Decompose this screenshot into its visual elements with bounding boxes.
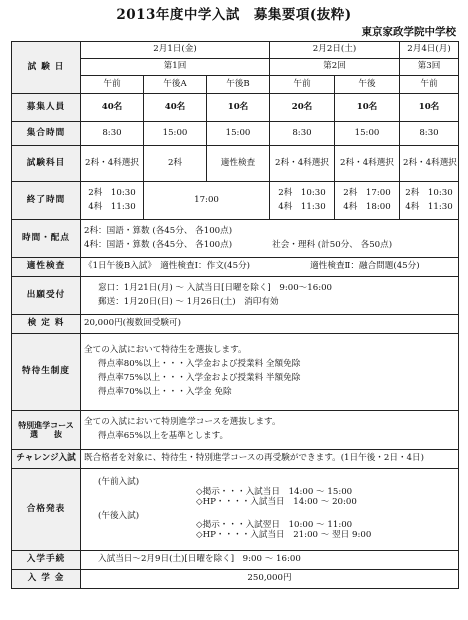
special-course-cell (81, 411, 459, 450)
end-time-text: 4科 18:00 (343, 201, 391, 212)
meeting-cell: 8:30 (81, 122, 144, 146)
special-course-label (12, 411, 81, 450)
date-cell: 2月4日(月) (400, 42, 459, 59)
aptitude-row (12, 258, 459, 277)
time-points-label: 時間・配点 (12, 220, 81, 258)
session-cell: 午前 (81, 76, 144, 94)
date-row (12, 42, 459, 59)
end-time-text: 4科 11:30 (88, 201, 136, 212)
application-counter: 窓口：1月21日(月) ～ 入試当日[日曜を除く] 9:00～16:00 (98, 282, 333, 293)
aptitude-label: 適性検査 (12, 258, 81, 277)
end-time-cell (335, 182, 400, 220)
announce-am-label: (午前入試) (98, 476, 140, 487)
announce-time: 14:00 ～ 20:00 (293, 496, 357, 507)
round-cell: 第3回 (400, 59, 459, 76)
capacity-label: 募集人員 (12, 94, 81, 122)
meeting-label: 集合時間 (12, 122, 81, 146)
time-points-4ka (84, 241, 455, 251)
time-points-cell (81, 220, 459, 258)
fee-label: 検 定 料 (12, 315, 81, 334)
school-name: 東京家政学院中学校 (361, 26, 456, 38)
scholarship-label: 特待生制度 (12, 334, 81, 411)
session-cell: 午後A (144, 76, 207, 94)
special-course-row (12, 411, 459, 450)
procedure-cell (81, 551, 459, 570)
announce-time: 14:00 ～ 15:00 (288, 486, 353, 497)
fee-cell: 20,000円(複数回受験可) (81, 315, 459, 334)
announce-where: ◇HP・・・・入試当日 (196, 496, 285, 507)
time-points-4ka-main: 4科：国語・算数 (各45分、 各100点) (84, 239, 233, 250)
announce-time: 10:00 ～ 11:00 (288, 520, 353, 531)
subjects-row (12, 146, 459, 182)
application-mail: 郵送：1月20日(日) ～ 1月26日(土) 消印有効 (98, 296, 279, 307)
end-time-text: 4科 11:30 (405, 201, 453, 212)
application-cell (81, 277, 459, 315)
subjects-cell: 2科・4科選択 (400, 146, 459, 182)
special-course-label-line2: 選 抜 (30, 429, 62, 439)
announce-time: 21:00 ～ 翌日 9:00 (293, 530, 372, 541)
end-time-cell (400, 182, 459, 220)
capacity-cell: 10名 (400, 94, 459, 122)
end-time-text: 2科 10:30 (278, 187, 326, 198)
scholarship-rule: 得点率80%以上・・・入学金および授業料 全額免除 (98, 359, 301, 370)
procedure-row (12, 551, 459, 570)
subjects-cell: 2科・4科選択 (270, 146, 335, 182)
subjects-cell: 適性検査 (207, 146, 270, 182)
time-points-4ka-extra: 社会・理科 (計50分、 各50点) (272, 239, 393, 250)
announce-pm-label: (午後入試) (98, 510, 140, 521)
round-cell: 第1回 (81, 59, 270, 76)
meeting-cell: 8:30 (400, 122, 459, 146)
announce-line (84, 531, 455, 541)
exam-day-label: 試 験 日 (12, 42, 81, 94)
end-time-label: 終了時間 (12, 182, 81, 220)
challenge-row (12, 450, 459, 469)
session-cell: 午後 (335, 76, 400, 94)
special-course-text: 全ての入試において特別進学コースを選抜します。 (84, 417, 281, 428)
subjects-cell: 2科 (144, 146, 207, 182)
application-row (12, 277, 459, 315)
announce-line (84, 498, 455, 508)
entrance-fee-row (12, 570, 459, 589)
meeting-cell: 15:00 (144, 122, 207, 146)
subjects-cell: 2科・4科選択 (335, 146, 400, 182)
entrance-fee-cell: 250,000円 (81, 570, 459, 589)
capacity-cell: 20名 (270, 94, 335, 122)
time-points-row (12, 220, 459, 258)
end-time-text: 2科 10:30 (88, 187, 136, 198)
end-time-text: 4科 11:30 (278, 201, 326, 212)
subjects-cell: 2科・4科選択 (81, 146, 144, 182)
scholarship-rule: 得点率75%以上・・・入学金および授業料 半額免除 (98, 373, 301, 383)
special-course-text: 得点率65%以上を基準とします。 (98, 431, 229, 441)
subjects-label: 試験科目 (12, 146, 81, 182)
special-course-label-line1: 特別進学コース (18, 419, 74, 430)
date-cell: 2月1日(金) (81, 42, 270, 59)
announce-label: 合格発表 (12, 469, 81, 551)
application-label: 出願受付 (12, 277, 81, 315)
time-points-2ka: 2科：国語・算数 (各45分、 各100点) (84, 225, 233, 236)
capacity-row (12, 94, 459, 122)
date-cell: 2月2日(土) (270, 42, 400, 59)
admission-table (11, 41, 459, 589)
capacity-cell: 10名 (335, 94, 400, 122)
announce-where: ◇掲示・・・入試翌日 (196, 520, 280, 531)
meeting-cell: 8:30 (270, 122, 335, 146)
end-time-cell (270, 182, 335, 220)
scholarship-row (12, 334, 459, 411)
capacity-cell: 10名 (207, 94, 270, 122)
session-cell: 午前 (400, 76, 459, 94)
meeting-row (12, 122, 459, 146)
meeting-cell: 15:00 (335, 122, 400, 146)
announce-cell (81, 469, 459, 551)
entrance-fee-label: 入 学 金 (12, 570, 81, 589)
page-title: 2013年度中学入試 募集要項(抜粋) (116, 7, 352, 23)
end-time-text: 2科 17:00 (343, 187, 391, 198)
scholarship-cell (81, 334, 459, 411)
scholarship-intro: 全ての入試において特待生を選抜します。 (84, 345, 247, 356)
session-cell: 午前 (270, 76, 335, 94)
aptitude-cell: 《1日午後B入試》 適性検査Ⅰ：作文(45分) 適性検査Ⅱ：融合問題(45分) (81, 258, 459, 277)
round-cell: 第2回 (270, 59, 400, 76)
procedure-text: 入試当日～2月9日(土)[日曜を除く] 9:00 ～ 16:00 (98, 554, 301, 565)
capacity-cell: 40名 (144, 94, 207, 122)
challenge-cell: 既合格者を対象に、特待生・特別進学コースの再受験ができます。(1日午後・2日・4日) (81, 450, 459, 469)
meeting-cell: 15:00 (207, 122, 270, 146)
end-time-cell (81, 182, 144, 220)
scholarship-rule: 得点率70%以上・・・入学金 免除 (98, 386, 232, 397)
end-time-row (12, 182, 459, 220)
procedure-label: 入学手続 (12, 551, 81, 570)
challenge-label: チャレンジ入試 (12, 450, 81, 469)
end-time-text: 2科 10:30 (405, 187, 453, 198)
announce-row (12, 469, 459, 551)
end-time-merged: 17:00 (144, 182, 270, 220)
announce-where: ◇掲示・・・入試当日 (196, 486, 280, 497)
announce-where: ◇HP・・・・入試当日 (196, 530, 285, 541)
capacity-cell: 40名 (81, 94, 144, 122)
fee-row (12, 315, 459, 334)
session-cell: 午後B (207, 76, 270, 94)
